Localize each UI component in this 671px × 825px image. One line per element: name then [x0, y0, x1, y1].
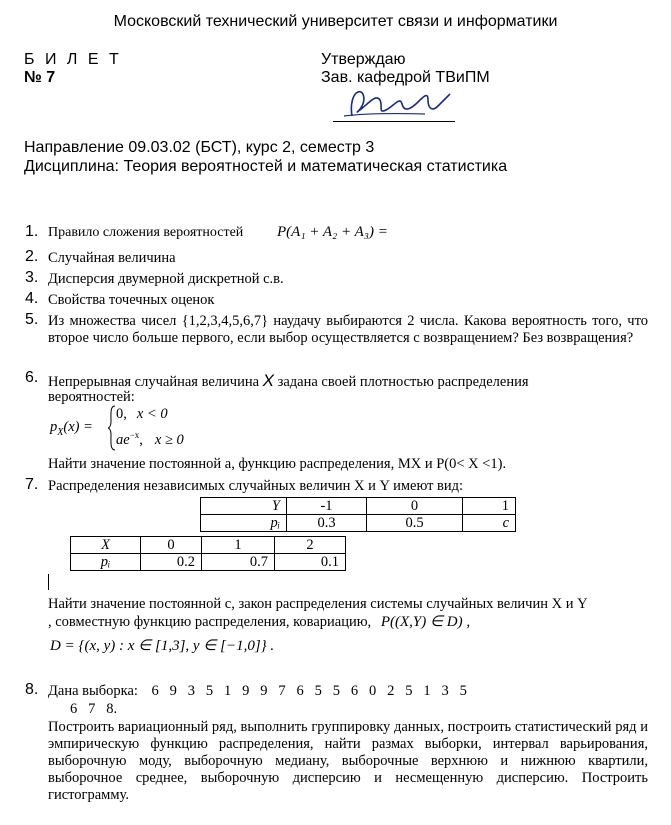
density-case-1: 0, x < 0 — [116, 406, 168, 422]
question-6-number: 6. — [25, 369, 39, 386]
table-cell: 0.7 — [202, 554, 275, 571]
question-6-text-a: Непрерывная случайная величина — [48, 374, 260, 390]
table-cell: 0 — [141, 537, 202, 554]
question-3-text: Дисперсия двумерной дискретной с.в. — [48, 271, 284, 287]
question-6-text-c: вероятностей: — [48, 389, 135, 405]
question-5-text: Из множества чисел {1,2,3,4,5,6,7} наудачу выбираются 2 числа. Какова вероятность того, что второе число больше первого, если выбор осуществляется с возвращением? Без возвращения? — [48, 313, 648, 346]
question-7-task-line1: Найти значение постоянной c, закон распределения системы случайных величин X и Y — [48, 596, 588, 612]
question-6-var: X — [262, 371, 274, 390]
table-cell: pᵢ — [71, 554, 141, 571]
discipline-line: Дисциплина: Теория вероятностей и математическая статистика — [24, 158, 508, 175]
distribution-table-y — [200, 497, 516, 532]
question-2-number: 2. — [25, 248, 39, 265]
table-cell: 0.5 — [367, 515, 463, 532]
question-6-task: Найти значение постоянной a, функцию распределения, MX и P(0< X <1). — [48, 456, 507, 472]
domain-formula: D = {(x, y) : x ∈ [1,3], y ∈ [−1,0]} . — [50, 638, 275, 654]
task-line2-text: , совместную функцию распределения, ковариацию, — [48, 614, 372, 630]
question-2-text: Случайная величина — [48, 250, 176, 266]
table-cell: 1 — [202, 537, 275, 554]
table-cell: pᵢ — [201, 515, 287, 532]
question-3-number: 3. — [25, 269, 39, 286]
task-formula: P((X,Y) ∈ D) , — [380, 614, 471, 630]
question-8-number: 8. — [25, 681, 39, 698]
question-1-formula: P(A₁ + A₂ + A₃) = — [277, 224, 388, 240]
table-cell: c — [463, 515, 516, 532]
question-4-text: Свойства точечных оценок — [48, 292, 215, 308]
university-title: Московский технический университет связи и информатики — [113, 13, 558, 30]
question-7-text: Распределения независимых случайных величин X и Y имеют вид: — [48, 478, 464, 494]
signature-line — [333, 121, 455, 122]
text-cursor — [48, 574, 49, 590]
sample-values-cont: 6 7 8. — [70, 701, 118, 717]
sample-values: 6 9 3 5 1 9 9 7 6 5 5 6 0 2 5 1 3 5 — [151, 683, 467, 699]
density-case-2: $ae^{-x}$, x ≥ 0 — [116, 430, 184, 448]
question-7-number: 7. — [25, 476, 39, 493]
question-1-number: 1. — [25, 223, 39, 240]
question-8-task: Построить вариационный ряд, выполнить группировку данных, построить статистический ряд и эмпирическую функцию распределения, найти размах выборки, интервал варьирования, выборочную моду, выборочную медиану, выборочные верхнюю и нижнюю квартили, выборочное среднее, выборочную дисперсию и несмещенную дисперсию. Построить гистограмму. — [48, 719, 648, 803]
table-row — [71, 554, 346, 571]
table-cell: 1 — [463, 498, 516, 515]
distribution-table-x — [70, 536, 346, 571]
table-cell: -1 — [287, 498, 367, 515]
table-row — [201, 515, 516, 532]
question-7-task-line2 — [48, 612, 470, 631]
question-8-sample — [48, 683, 467, 700]
ticket-number: № 7 — [24, 69, 56, 86]
approve-label: Утверждаю — [321, 51, 406, 68]
table-cell: 2 — [275, 537, 346, 554]
head-of-department: Зав. кафедрой ТВиПМ — [321, 69, 490, 86]
table-cell: 0.2 — [141, 554, 202, 571]
table-cell: X — [71, 537, 141, 554]
table-cell: Y — [201, 498, 287, 515]
table-cell: 0.3 — [287, 515, 367, 532]
density-lhs: $p_X(x)$ = — [50, 419, 93, 438]
ticket-label: Б И Л Е Т — [24, 51, 122, 68]
question-4-number: 4. — [25, 290, 39, 307]
question-6-text-b: задана своей плотностью распределения — [277, 374, 529, 390]
direction-line: Направление 09.03.02 (БСТ), курс 2, семестр 3 — [24, 139, 375, 156]
table-cell: 0.1 — [275, 554, 346, 571]
table-row — [201, 498, 516, 515]
question-6-text — [48, 371, 529, 391]
table-cell: 0 — [367, 498, 463, 515]
table-row — [71, 537, 346, 554]
question-1-text: Правило сложения вероятностей — [48, 225, 244, 240]
sample-label: Дана выборка: — [48, 683, 138, 699]
question-5-number: 5. — [25, 311, 39, 328]
